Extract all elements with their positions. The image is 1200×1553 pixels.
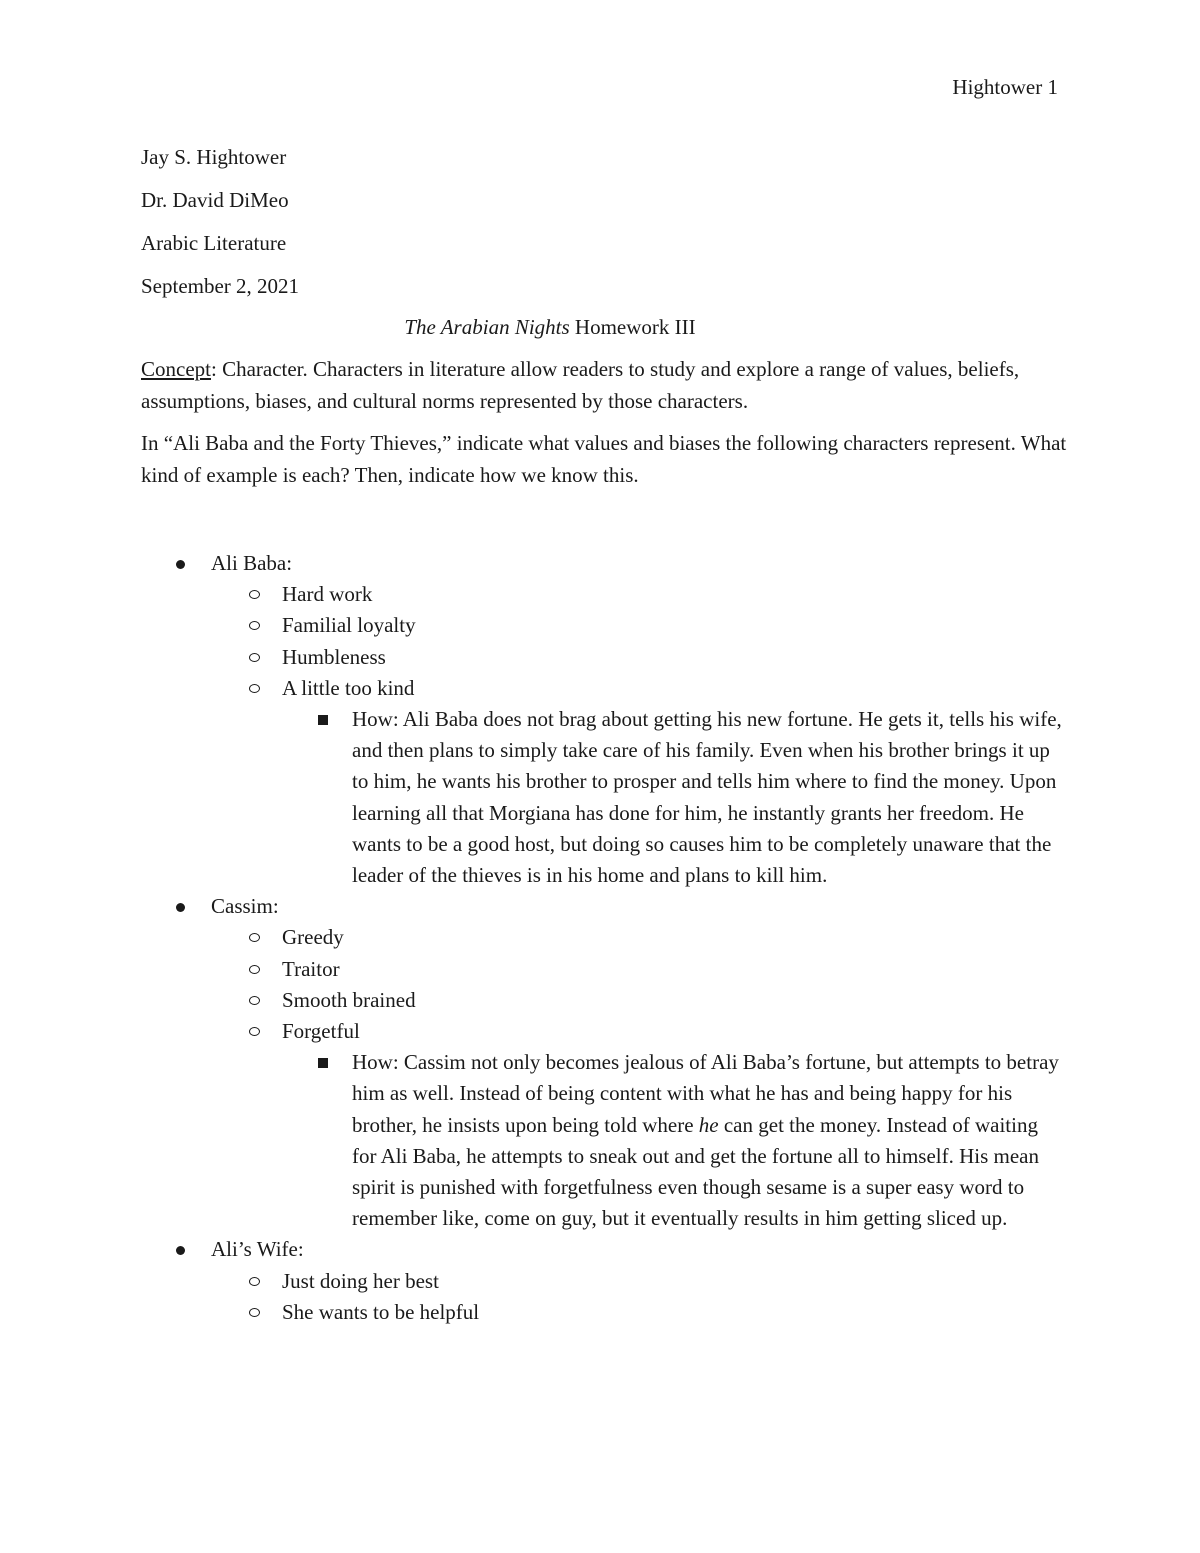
list-item: [0, 548, 1200, 579]
document-title: [0, 314, 1100, 340]
how-explanation: How: Ali Baba does not brag about getting his new fortune. He gets it, tells his wife, and then plans to simply take care of his family. Even when his brother brings it up to him, he wants his brother to prosper and tells him where to find the money. Upon learning all that Morgiana has done for him, he instantly grants her freedom. He wants to be a good host, but doing so causes him to be completely unaware that the leader of the thieves is in his home and plans to kill him.: [352, 707, 1062, 888]
character-name: Ali’s Wife:: [211, 1237, 304, 1262]
list-item: [0, 1266, 1200, 1297]
date: September 2, 2021: [141, 274, 300, 298]
list-item: [0, 922, 1200, 953]
list-item: [0, 985, 1200, 1016]
list-item: [0, 642, 1200, 673]
bullet-circle-icon: [249, 684, 260, 693]
character-list: [0, 548, 1200, 1328]
trait: Hard work: [282, 582, 373, 607]
list-item: [0, 610, 1200, 641]
bullet-circle-icon: [249, 965, 260, 974]
list-item: [0, 891, 1200, 922]
title-rest: Homework III: [569, 315, 696, 339]
concept-text: : Character. Characters in literature allow readers to study and explore a range of values, beliefs, assumptions, biases, and cultural norms represented by those characters.: [141, 357, 1020, 413]
concept-label: Concept: [141, 357, 211, 381]
trait: Forgetful: [282, 1019, 360, 1044]
bullet-disc-icon: [176, 560, 185, 569]
bullet-circle-icon: [249, 621, 260, 630]
list-item: [0, 673, 1200, 704]
character-name: Cassim:: [211, 894, 279, 919]
course-name: Arabic Literature: [141, 231, 287, 255]
bullet-circle-icon: [249, 1308, 260, 1317]
bullet-square-icon: [318, 1058, 328, 1068]
trait: Familial loyalty: [282, 613, 416, 638]
bullet-circle-icon: [249, 653, 260, 662]
bullet-disc-icon: [176, 1246, 185, 1255]
list-item: [0, 1234, 1200, 1265]
list-item: [0, 1047, 1062, 1234]
how-text-italic: he: [698, 1112, 719, 1137]
bullet-circle-icon: [249, 996, 260, 1005]
trait: Just doing her best: [282, 1268, 439, 1293]
how-text-after: can get the money. Instead of waiting for Ali Baba, he attempts to sneak out and get the fortune all to himself. His mean spirit is punished with forgetfulness even though sesame is a super easy word to remember like, come on guy, but it eventually results in him getting sliced up.: [352, 1112, 1040, 1231]
list-item: [0, 579, 1200, 610]
list-item: [0, 1016, 1200, 1047]
trait: Smooth brained: [282, 987, 416, 1012]
bullet-circle-icon: [249, 590, 260, 599]
bullet-circle-icon: [249, 933, 260, 942]
trait: A little too kind: [282, 675, 415, 700]
author-name: Jay S. Hightower: [141, 145, 287, 169]
bullet-circle-icon: [249, 1027, 260, 1036]
instructor-name: Dr. David DiMeo: [141, 188, 289, 212]
mla-heading: [141, 144, 299, 316]
prompt-paragraph: In “Ali Baba and the Forty Thieves,” indicate what values and biases the following characters represent. What kind of example is each? Then, indicate how we know this.: [141, 431, 1067, 487]
how-explanation: [352, 1050, 1059, 1230]
bullet-disc-icon: [176, 903, 185, 912]
bullet-circle-icon: [249, 1277, 260, 1286]
how-text-before: How: Cassim not only becomes jealous of Ali Baba’s fortune, but attempts to betray him as well. Instead of being content with what he has and being happy for his brother, he insists upon being told where: [352, 1050, 1059, 1137]
trait: Traitor: [282, 956, 340, 981]
running-header: Hightower 1: [952, 75, 1058, 99]
bullet-square-icon: [318, 715, 328, 725]
trait: She wants to be helpful: [282, 1299, 480, 1324]
concept-paragraph: [141, 354, 1071, 417]
list-item: [0, 1297, 1200, 1328]
title-italic: The Arabian Nights: [404, 315, 570, 339]
trait: Humbleness: [282, 644, 386, 669]
trait: Greedy: [282, 925, 344, 950]
list-item: [0, 954, 1200, 985]
character-name: Ali Baba:: [211, 551, 293, 575]
list-item: [0, 704, 1062, 891]
